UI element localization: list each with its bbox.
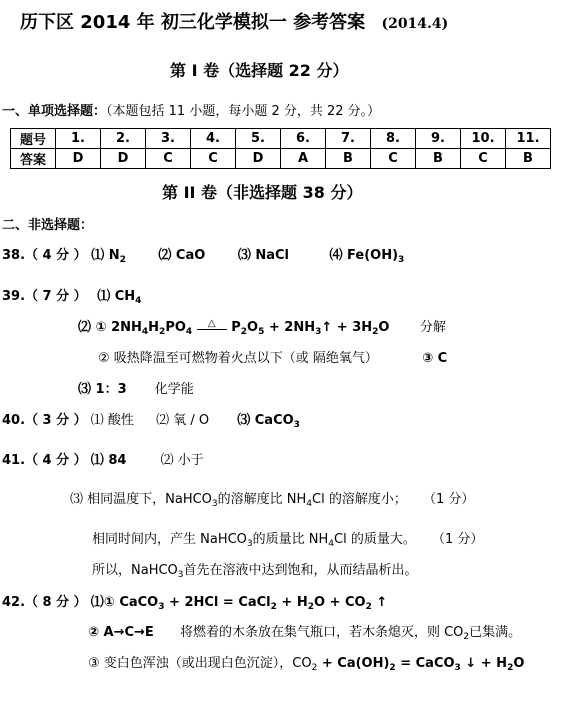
number-cell: 2. (101, 129, 146, 149)
number-cell: 10. (461, 129, 506, 149)
score-note: （1 分） (423, 492, 475, 507)
q41-line4: 所以，NaHCO$_3$首先在溶液中达到饱和，从而结晶析出。 (92, 563, 418, 580)
table-row-answers (11, 149, 551, 169)
answer-cell: D (56, 149, 101, 169)
table-header-cell: 答案 (11, 149, 56, 169)
answer-cell: C (146, 149, 191, 169)
part1-title: 第 I 卷（选择题 22 分） (170, 61, 349, 80)
q39-line4: ⑶ 1：3 化学能 (78, 382, 194, 397)
part2-title: 第 II 卷（非选择题 38 分） (162, 183, 363, 202)
q40-line: 40.（ 3 分 ） ⑴ 酸性 ⑵ 氧 / O ⑶ CaCO$_3$ (2, 413, 300, 430)
number-cell: 6. (281, 129, 326, 149)
q39-line1: 39.（ 7 分 ） ⑴ $CH_4$ (2, 289, 142, 306)
q40-number: 40.（ 3 分 ） (2, 413, 87, 428)
q41-line1: 41.（ 4 分 ） ⑴ 84 ⑵ 小于 (2, 453, 204, 468)
answer-cell: B (326, 149, 371, 169)
number-cell: 5. (236, 129, 281, 149)
q42-line3: ③ 变白色浑浊（或出现白色沉淀），$CO_2 + Ca(OH)_2$ = CaCO$_3$ ↓ + $H_2O$ (88, 656, 525, 673)
reaction-type: 分解 (420, 320, 447, 335)
q39-line3: ② 吸热降温至可燃物着火点以下（或 隔绝氧气） ③ C (98, 351, 448, 366)
score-note: （1 分） (432, 532, 484, 547)
q38-line: 38.（ 4 分 ） ⑴ $N_2$ ⑵ CaO ⑶ NaCl ⑷ $Fe(OH)_3$ (2, 248, 405, 265)
page-title: 历下区 2014 年 初三化学模拟一 参考答案 (2014.4) (20, 12, 449, 33)
number-cell: 7. (326, 129, 371, 149)
answer-cell: B (416, 149, 461, 169)
number-cell: 1. (56, 129, 101, 149)
q41-number: 41.（ 4 分 ） (2, 453, 87, 468)
table-header-cell: 题号 (11, 129, 56, 149)
answer-cell: D (101, 149, 146, 169)
date-label: (2014.4) (381, 16, 449, 32)
table-row-numbers (11, 129, 551, 149)
number-cell: 9. (416, 129, 461, 149)
answer-cell: C (191, 149, 236, 169)
q42-line1: 42.（ 8 分 ） ⑴① CaCO$_3$ + 2HCl = CaCl$_2$ + $H_2O + CO_2$ ↑ (2, 595, 388, 612)
number-cell: 11. (506, 129, 551, 149)
heat-symbol: △ (197, 318, 227, 330)
q39-equation: ⑵ ① $2NH_4H_2PO_4$ △ $P_2O_5$ + $2NH_3↑ + 3H_2O$ 分解 (78, 318, 447, 337)
number-cell: 3. (146, 129, 191, 149)
q42-number: 42.（ 8 分 ） (2, 595, 87, 610)
answer-cell: B (506, 149, 551, 169)
answer-table (10, 128, 551, 169)
answer-cell: D (236, 149, 281, 169)
number-cell: 8. (371, 129, 416, 149)
q38-number: 38.（ 4 分 ） (2, 248, 87, 263)
answer-cell: C (461, 149, 506, 169)
q41-line2: ⑶ 相同温度下，NaHCO$_3$的溶解度比 $NH_4Cl$ 的溶解度小； （1 分） (70, 492, 475, 509)
q41-line3: 相同时间内，产生 NaHCO$_3$的质量比 $NH_4Cl$ 的质量大。 （1 分） (92, 532, 484, 549)
answer-cell: A (281, 149, 326, 169)
q42-line2: ② A→C→E 将燃着的木条放在集气瓶口，若木条熄灭，则 $CO_2$已集满。 (88, 625, 522, 642)
part2-heading: 二、非选择题： (2, 218, 94, 233)
part1-heading: 一、单项选择题：（本题包括 11 小题，每小题 2 分，共 22 分。） (2, 104, 381, 119)
q39-number: 39.（ 7 分 ） (2, 289, 87, 304)
answer-cell: C (371, 149, 416, 169)
number-cell: 4. (191, 129, 236, 149)
part1-note: （本题包括 11 小题，每小题 2 分，共 22 分。） (106, 104, 381, 119)
